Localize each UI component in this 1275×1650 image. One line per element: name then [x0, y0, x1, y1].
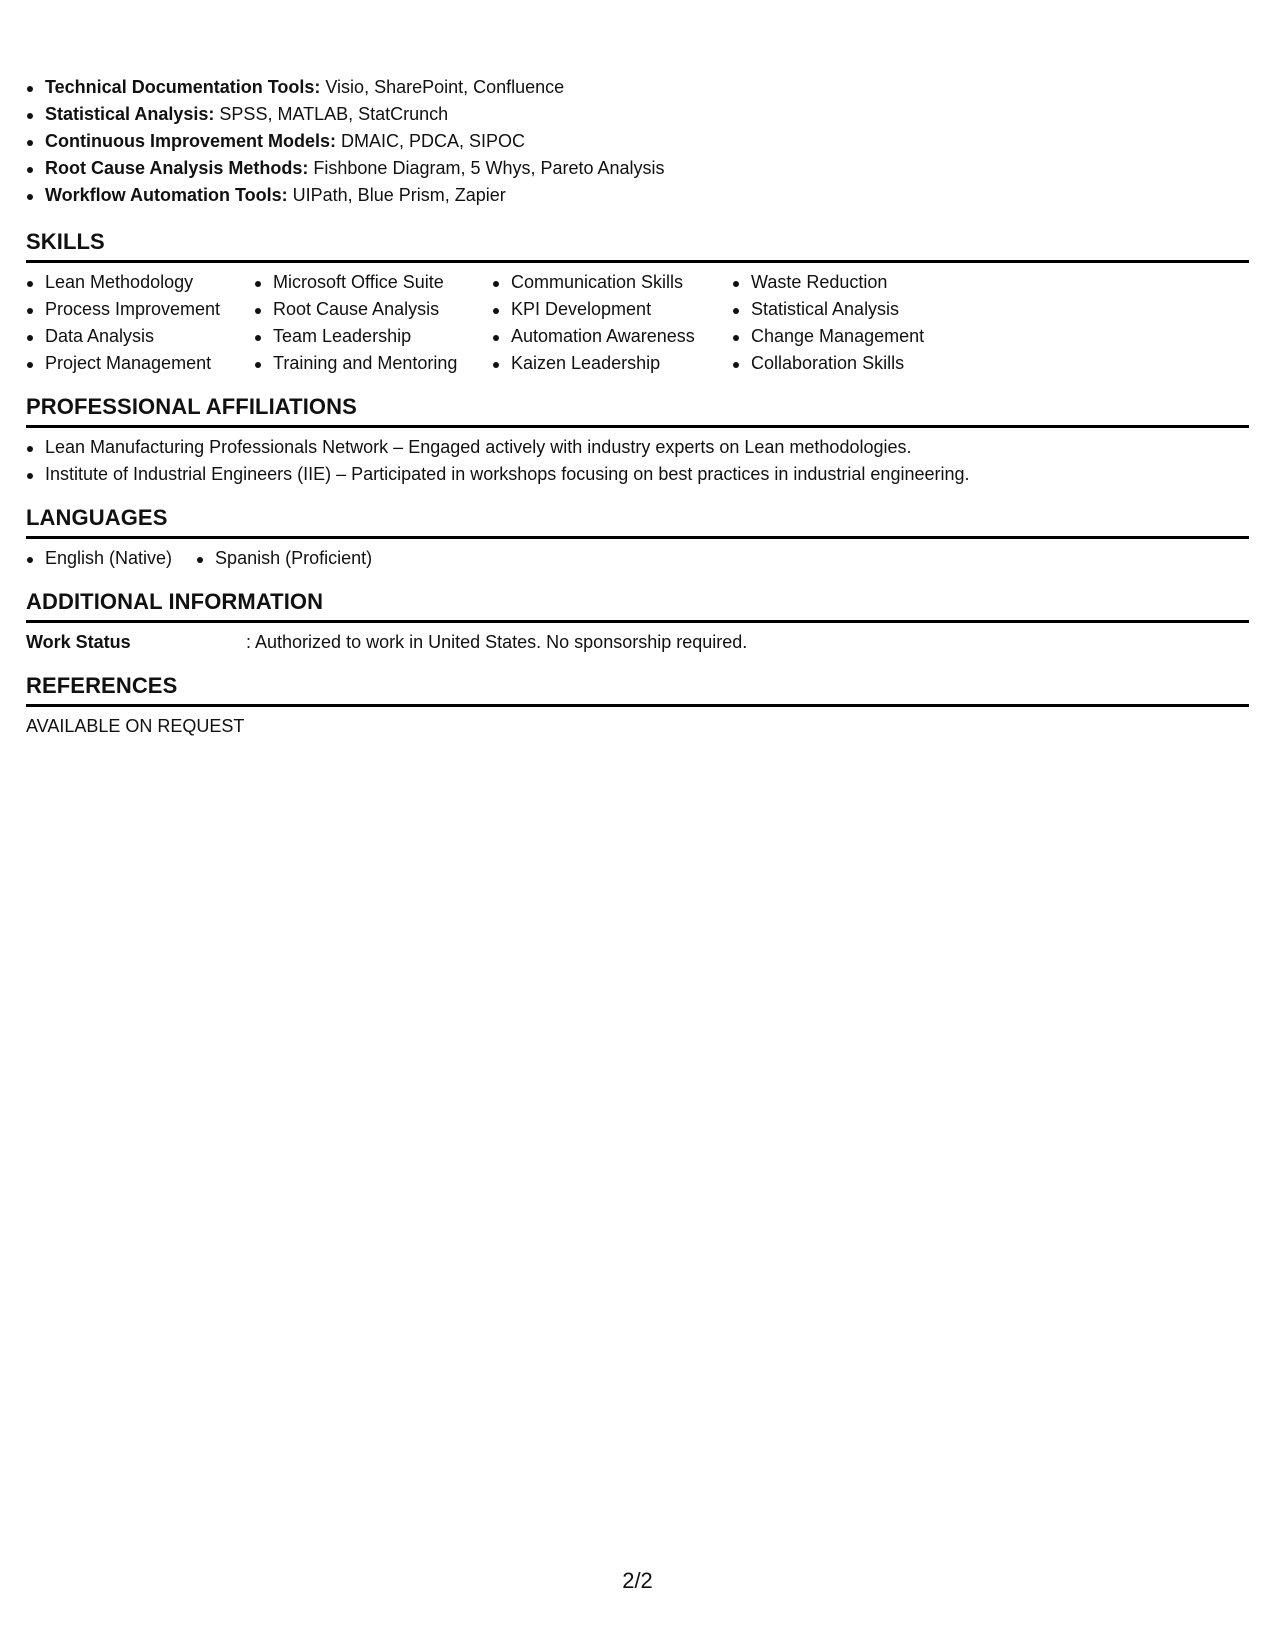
affiliation-item: Lean Manufacturing Professionals Network – Engaged actively with industry experts on Lean methodologies.: [26, 434, 1249, 461]
section-heading-additional-info: ADDITIONAL INFORMATION: [26, 589, 1249, 623]
tool-category-label: Continuous Improvement Models:: [45, 131, 337, 151]
skills-section: [26, 229, 1249, 377]
list-item: [26, 74, 1249, 101]
language-item: English (Native): [26, 545, 172, 572]
page-number: 2/2: [622, 1568, 653, 1593]
skill-item: Lean Methodology: [26, 269, 254, 296]
skill-item: Project Management: [26, 350, 254, 377]
skills-column: [26, 269, 254, 377]
skills-column: [732, 269, 992, 377]
section-heading-affiliations: PROFESSIONAL AFFILIATIONS: [26, 394, 1249, 428]
skill-item: KPI Development: [492, 296, 732, 323]
list-item: [26, 128, 1249, 155]
skills-column: [492, 269, 732, 377]
resume-page: [26, 74, 1249, 740]
skill-item: Training and Mentoring: [254, 350, 492, 377]
additional-info-section: [26, 589, 1249, 656]
references-text: AVAILABLE ON REQUEST: [26, 716, 245, 736]
affiliations-list: [26, 434, 1249, 488]
affiliations-section: [26, 394, 1249, 488]
skill-item: Change Management: [732, 323, 992, 350]
tool-category-value: UIPath, Blue Prism, Zapier: [292, 185, 506, 205]
list-item: [26, 155, 1249, 182]
languages-list: [26, 545, 1249, 572]
skill-item: Root Cause Analysis: [254, 296, 492, 323]
tool-category-value: Visio, SharePoint, Confluence: [325, 77, 565, 97]
section-heading-languages: LANGUAGES: [26, 505, 1249, 539]
tool-category-value: DMAIC, PDCA, SIPOC: [341, 131, 526, 151]
skill-item: Waste Reduction: [732, 269, 992, 296]
affiliation-item: Institute of Industrial Engineers (IIE) – Participated in workshops focusing on best practices in industrial engineering.: [26, 461, 1249, 488]
tool-category-label: Root Cause Analysis Methods:: [45, 158, 309, 178]
skill-item: Automation Awareness: [492, 323, 732, 350]
work-status-row: [26, 629, 1249, 656]
tools-list: [26, 74, 1249, 209]
skills-grid: [26, 269, 1249, 377]
tool-category-value: Fishbone Diagram, 5 Whys, Pareto Analysis: [313, 158, 665, 178]
tool-category-label: Workflow Automation Tools:: [45, 185, 288, 205]
section-heading-references: REFERENCES: [26, 673, 1249, 707]
skill-item: Kaizen Leadership: [492, 350, 732, 377]
section-heading-skills: SKILLS: [26, 229, 1249, 263]
references-section: [26, 673, 1249, 740]
tool-category-label: Technical Documentation Tools:: [45, 77, 321, 97]
tool-category-label: Statistical Analysis:: [45, 104, 215, 124]
list-item: [26, 182, 1249, 209]
work-status-label: Work Status: [26, 632, 131, 652]
skill-item: Team Leadership: [254, 323, 492, 350]
skill-item: Data Analysis: [26, 323, 254, 350]
skill-item: Communication Skills: [492, 269, 732, 296]
skill-item: Process Improvement: [26, 296, 254, 323]
skill-item: Collaboration Skills: [732, 350, 992, 377]
tool-category-value: SPSS, MATLAB, StatCrunch: [219, 104, 449, 124]
work-status-value: : Authorized to work in United States. No sponsorship required.: [246, 632, 748, 652]
skill-item: Microsoft Office Suite: [254, 269, 492, 296]
skills-column: [254, 269, 492, 377]
list-item: [26, 101, 1249, 128]
language-item: Spanish (Proficient): [196, 545, 372, 572]
skill-item: Statistical Analysis: [732, 296, 992, 323]
languages-section: [26, 505, 1249, 572]
